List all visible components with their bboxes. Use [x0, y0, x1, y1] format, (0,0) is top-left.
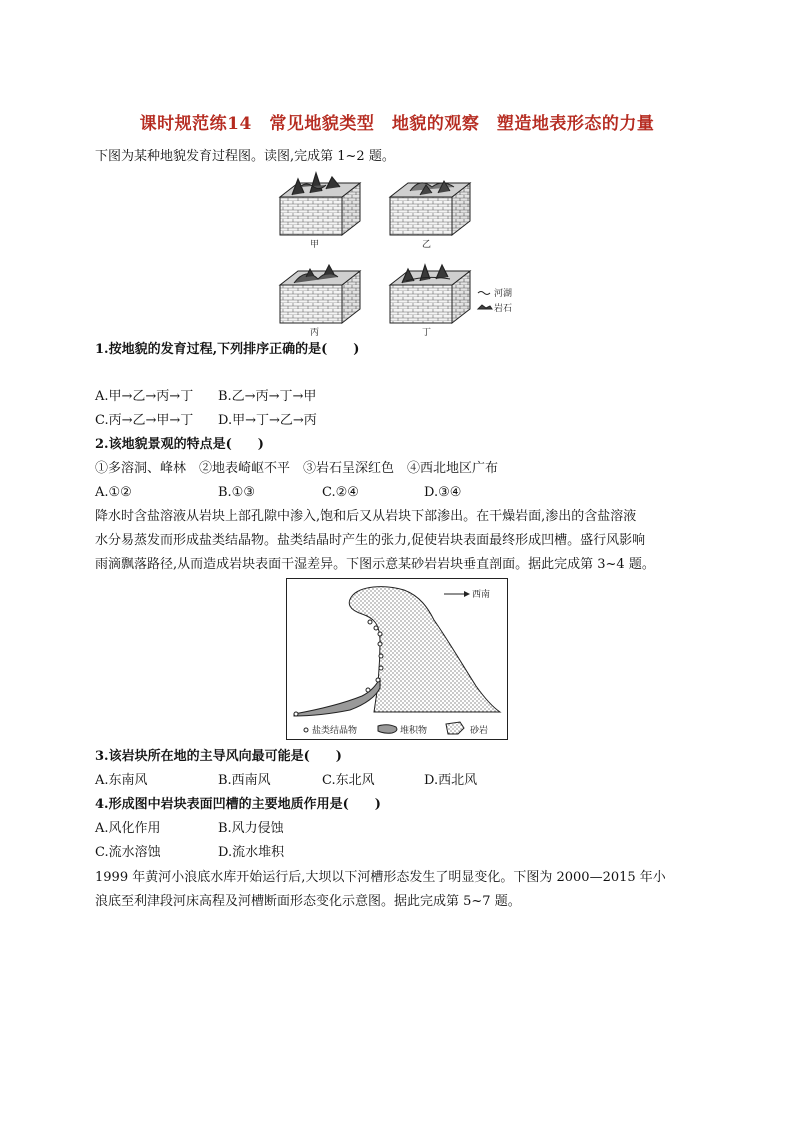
q1-option-c[interactable]: C.丙→乙→甲→丁 [95, 413, 194, 428]
passage-2-line-2: 水分易蒸发而形成盐类结晶物。盐类结晶时产生的张力,促使岩块表面最终形成凹槽。盛行风影响 [95, 533, 646, 548]
q4-option-b[interactable]: B.风力侵蚀 [218, 821, 284, 836]
figure1-label-jia: 甲 [310, 240, 320, 250]
question-2-stem: 2.该地貌景观的特点是( ) [95, 437, 264, 452]
block-ding [390, 265, 470, 323]
figure1-legend [478, 287, 512, 314]
page-title: 课时规范练14 常见地貌类型 地貌的观察 塑造地表形态的力量 [139, 114, 655, 134]
q1-option-d[interactable]: D.甲→丁→乙→丙 [218, 413, 317, 428]
figure1-label-ding: 丁 [422, 328, 432, 338]
legend-label-salt: 盐类结晶物 [312, 726, 358, 736]
salt-crystal-icon [304, 728, 308, 732]
block-jia [280, 173, 360, 235]
intro-text-1: 下图为某种地貌发育过程图。读图,完成第 1~2 题。 [95, 149, 395, 164]
deposit-icon [378, 725, 397, 734]
landform-development-figure [270, 165, 530, 345]
question-1-stem: 1.按地貌的发育过程,下列排序正确的是( ) [95, 342, 360, 357]
sandstone-profile-figure [286, 578, 508, 740]
q2-option-b[interactable]: B.①③ [218, 485, 255, 500]
block-yi [390, 181, 470, 235]
question-4-stem: 4.形成图中岩块表面凹槽的主要地质作用是( ) [95, 797, 381, 812]
q2-statements: ①多溶洞、峰林 ②地表崎岖不平 ③岩石呈深红色 ④西北地区广布 [95, 461, 499, 476]
block-bing [280, 265, 360, 323]
q4-option-d[interactable]: D.流水堆积 [218, 845, 285, 860]
q2-option-a[interactable]: A.①② [95, 485, 132, 500]
passage-3-line-2: 浪底至利津段河床高程及河槽断面形态变化示意图。据此完成第 5~7 题。 [95, 894, 521, 909]
q2-option-c[interactable]: C.②④ [322, 485, 359, 500]
rock-icon [478, 305, 492, 309]
q3-option-b[interactable]: B.西南风 [218, 773, 271, 788]
legend-label-deposit: 堆积物 [400, 726, 428, 736]
legend-label-river-lake: 河湖 [494, 289, 513, 299]
q3-option-d[interactable]: D.西北风 [424, 773, 478, 788]
passage-2-line-3: 雨滴飘落路径,从而造成岩块表面干湿差异。下图示意某砂岩岩块垂直剖面。据此完成第 3~4 题。 [95, 557, 655, 572]
legend-label-sandstone: 砂岩 [470, 726, 489, 736]
direction-label: 西南 [472, 590, 491, 600]
q1-option-a[interactable]: A.甲→乙→丙→丁 [95, 389, 194, 404]
passage-3-line-1: 1999 年黄河小浪底水库开始运行后,大坝以下河槽形态发生了明显变化。下图为 2000—2015 年小 [95, 870, 666, 885]
q4-option-c[interactable]: C.流水溶蚀 [95, 845, 161, 860]
q3-option-c[interactable]: C.东北风 [322, 773, 375, 788]
river-lake-icon [478, 292, 490, 295]
q3-option-a[interactable]: A.东南风 [95, 773, 148, 788]
q1-option-b[interactable]: B.乙→丙→丁→甲 [218, 389, 317, 404]
passage-2-line-1: 降水时含盐溶液从岩块上部孔隙中渗入,饱和后又从岩块下部渗出。在干燥岩面,渗出的含盐溶液 [95, 509, 637, 524]
figure1-label-yi: 乙 [422, 240, 432, 250]
legend-label-rock: 岩石 [494, 304, 513, 314]
figure1-label-bing: 丙 [310, 328, 320, 338]
q4-option-a[interactable]: A.风化作用 [95, 821, 161, 836]
question-3-stem: 3.该岩块所在地的主导风向最可能是( ) [95, 749, 342, 764]
q2-option-d[interactable]: D.③④ [424, 485, 462, 500]
